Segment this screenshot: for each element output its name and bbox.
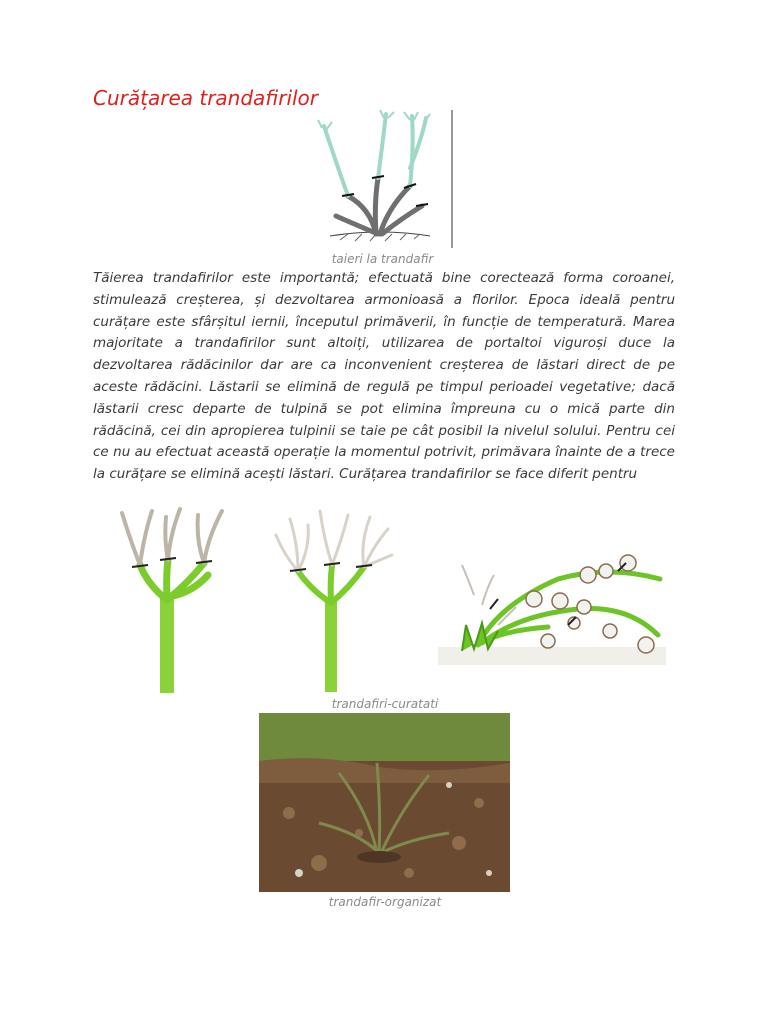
standard-rose-pruning-image [108,505,233,695]
pruning-sketch-image [310,108,455,250]
climbing-rose-pruning-image [438,535,666,665]
page-title: Curățarea trandafirilor [93,86,319,110]
body-paragraph: Tăierea trandafirilor este importantă; efectuată bine corectează forma coroanei, stimulează creșterea, și dezvoltarea armonioasă a florilor. Epoca ideală pentru curățare este sfârșitul iernii, începutul primăverii, în funcție de temperatură. Marea majoritate a trandafirilor sunt altoiți, utilizarea de portaltoi viguroși duce la dezvoltarea rădăcinilor dar are ca inconvenient creșterea de lăstari direct de pe aceste rădăcini. Lăstarii se elimină de regulă pe timpul perioadei vegetative; dacă lăstarii cresc departe de tulpină se pot elimina împreuna cu o mică parte din rădăcină, cei din apropierea tulpinii se taie pe cât posibil la nivelul solului. Pentru cei ce nu au efectuat această operație la momentul potrivit, primăvara înainte de a trece la curățare se elimină acești lăstari. Curățarea trandafirilor se face diferit pentru [93,270,675,483]
figure-caption: trandafir-organizat [328,895,442,909]
figure-caption: trandafiri-curatati [331,697,439,711]
figure-caption: taieri la trandafir [331,252,434,266]
bush-rose-pruning-image [270,505,395,695]
pruned-rose-photo [259,713,510,892]
